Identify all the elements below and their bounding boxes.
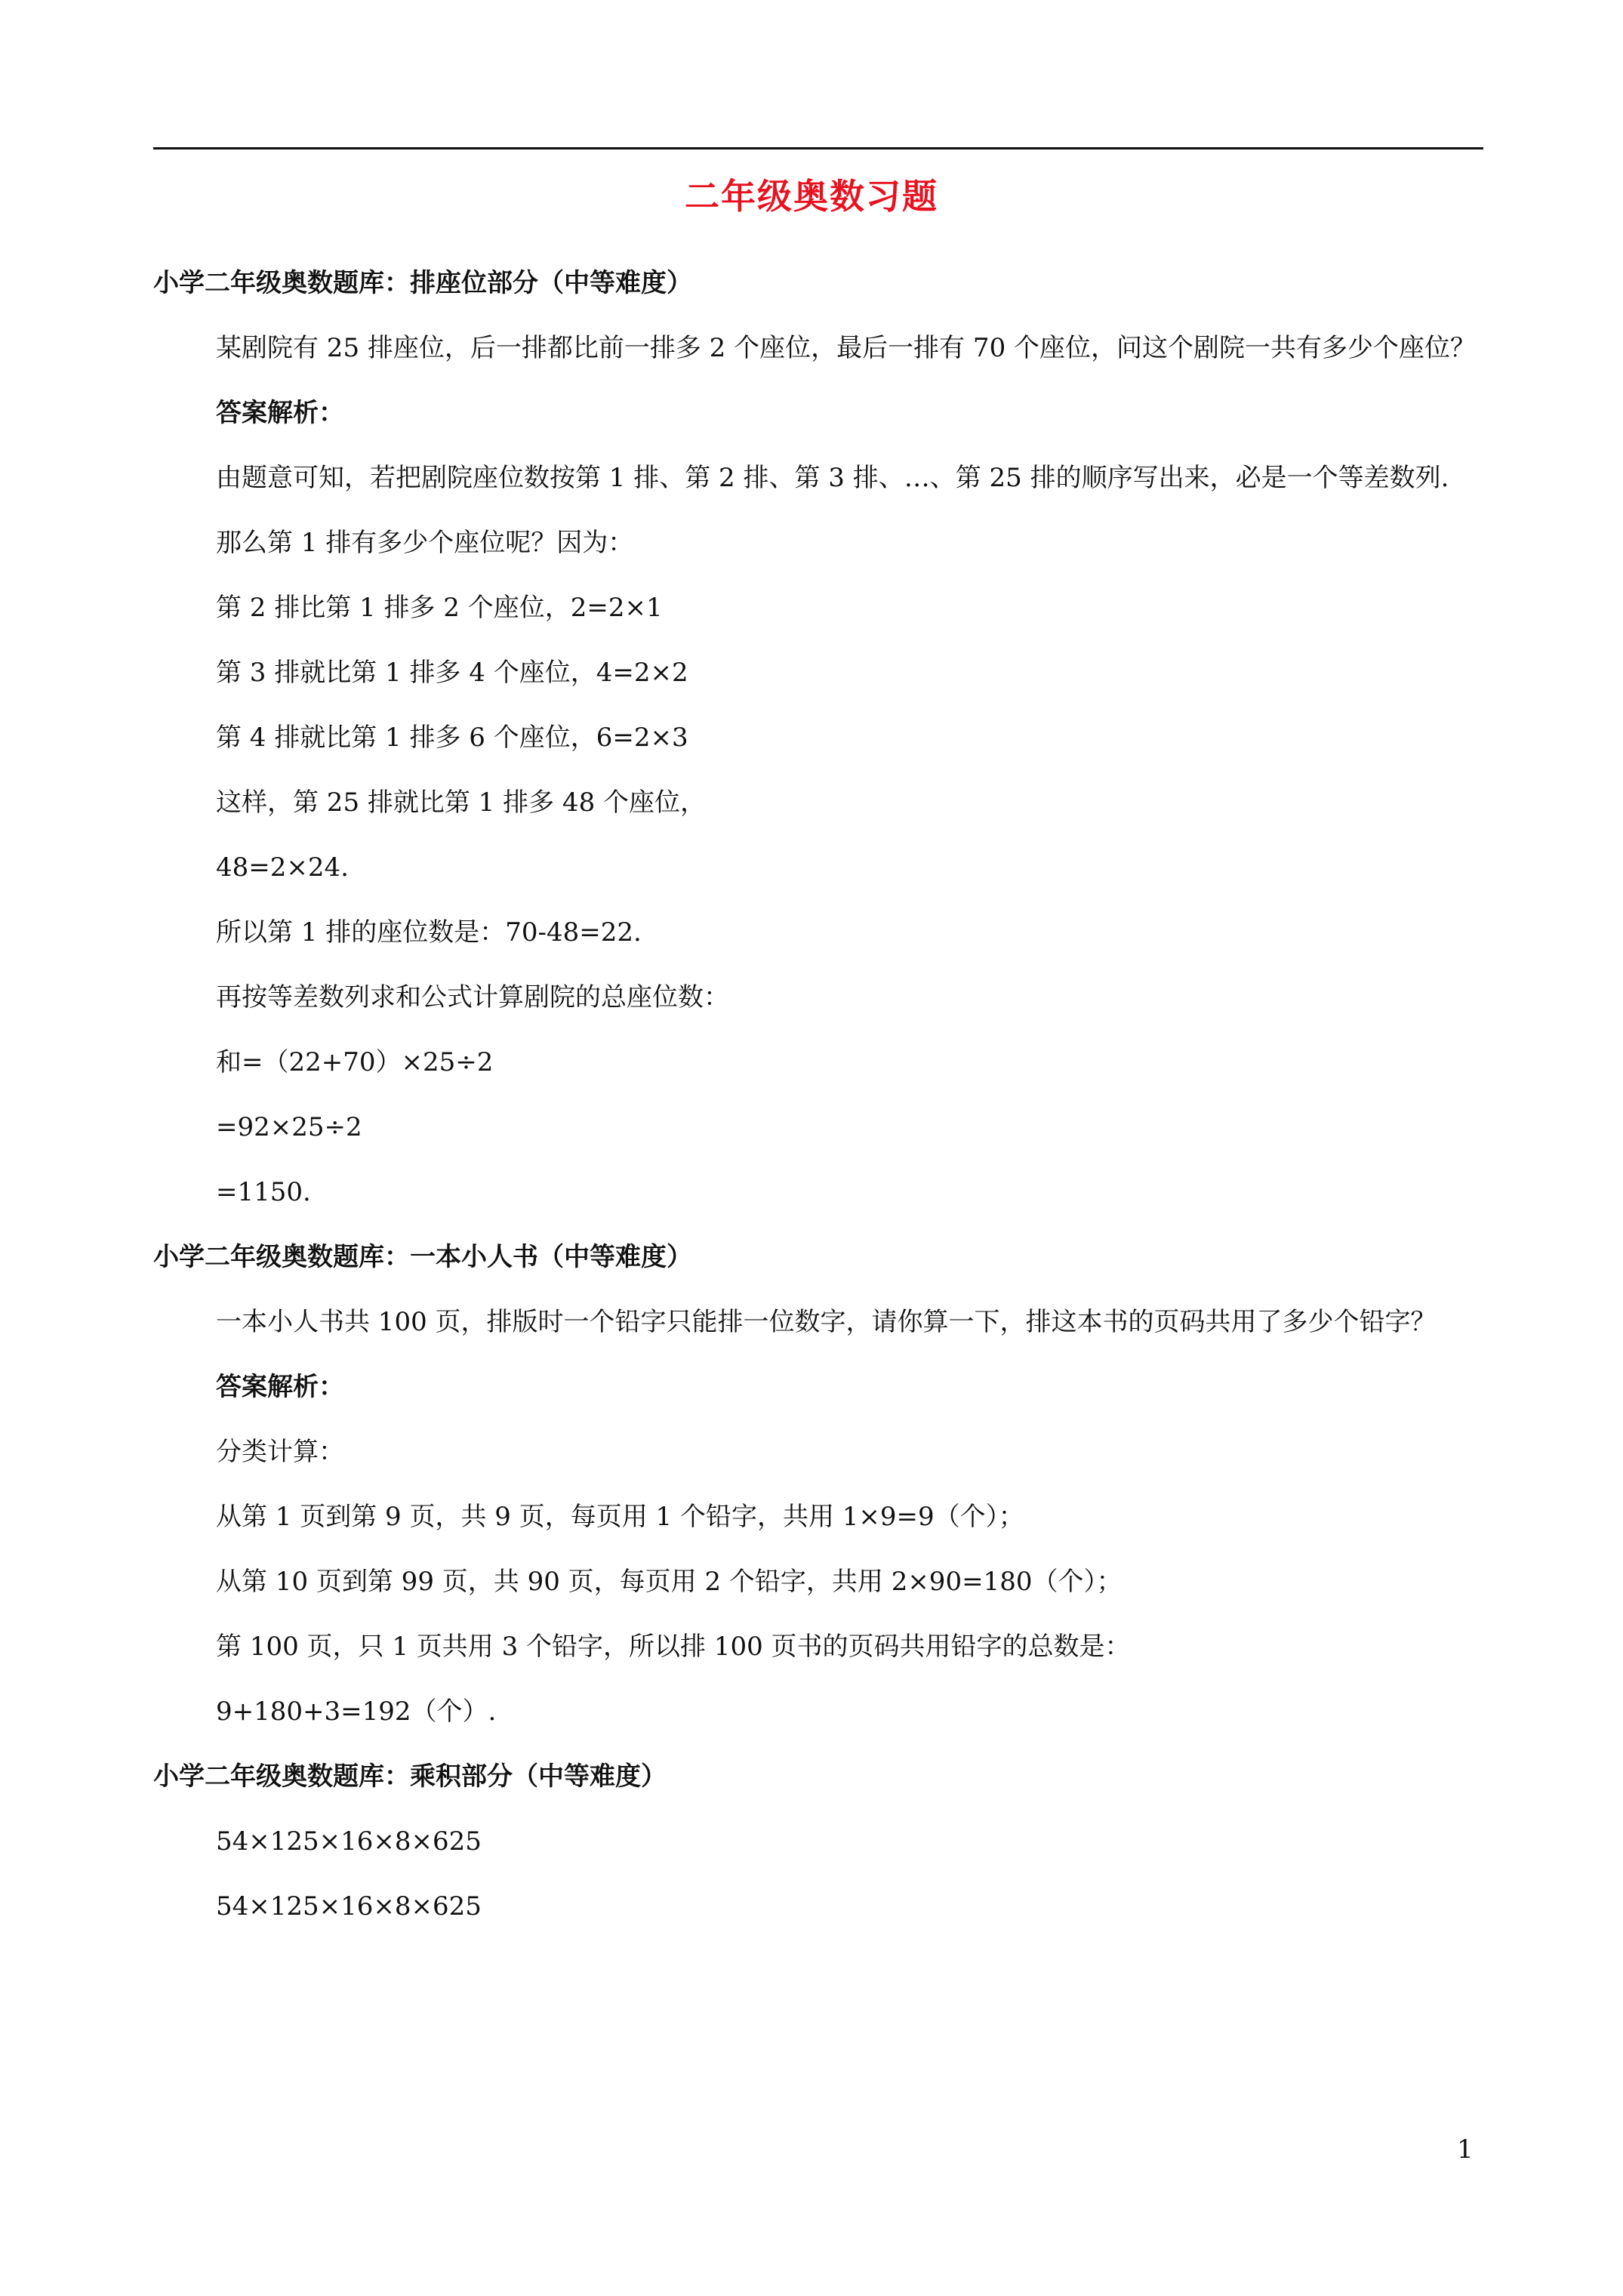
- section-heading: 小学二年级奥数题库：排座位部分（中等难度）: [153, 268, 692, 298]
- answer-line: 分类计算：: [216, 1437, 344, 1467]
- answer-line: 那么第 1 排有多少个座位呢？因为：: [216, 528, 634, 558]
- answer-line: 第 100 页，只 1 页共用 3 个铅字，所以排 100 页书的页码共用铅字的总数是：: [216, 1632, 1131, 1662]
- question-paragraph: 某剧院有 25 排座位，后一排都比前一排多 2 个座位，最后一排有 70 个座位，问这个剧院一共有多少个座位？: [216, 333, 1477, 363]
- answer-line: 从第 10 页到第 99 页，共 90 页，每页用 2 个铅字，共用 2×90=180（个）；: [216, 1567, 1123, 1597]
- answer-label: 答案解析：: [216, 1372, 344, 1402]
- section-heading: 小学二年级奥数题库：乘积部分（中等难度）: [153, 1761, 667, 1792]
- section-heading: 小学二年级奥数题库：一本小人书（中等难度）: [153, 1242, 692, 1272]
- answer-line: 第 3 排就比第 1 排多 4 个座位，4=2×2: [216, 658, 688, 688]
- answer-label: 答案解析：: [216, 398, 344, 428]
- answer-line: 从第 1 页到第 9 页，共 9 页，每页用 1 个铅字，共用 1×9=9（个）；: [216, 1502, 1024, 1532]
- answer-line: 第 4 排就比第 1 排多 6 个座位，6=2×3: [216, 723, 688, 753]
- answer-line: 和=（22+70）×25÷2: [216, 1047, 494, 1077]
- answer-line: 再按等差数列求和公式计算剧院的总座位数：: [216, 982, 729, 1012]
- answer-line: 9+180+3=192（个）.: [216, 1697, 497, 1727]
- answer-paragraph: 由题意可知，若把剧院座位数按第 1 排、第 2 排、第 3 排、…、第 25 排的顺序写出来，必是一个等差数列.: [216, 463, 1449, 493]
- answer-line: 所以第 1 排的座位数是：70-48=22.: [216, 917, 642, 948]
- document-title: 二年级奥数习题: [685, 176, 938, 217]
- answer-line: 48=2×24.: [216, 852, 349, 883]
- header-rule: [153, 147, 1483, 149]
- answer-line: 这样，第 25 排就比第 1 排多 48 个座位，: [216, 787, 707, 818]
- expression-line: 54×125×16×8×625: [216, 1826, 482, 1857]
- answer-line: 第 2 排比第 1 排多 2 个座位，2=2×1: [216, 593, 663, 623]
- answer-line: =92×25÷2: [216, 1112, 362, 1142]
- answer-line: =1150.: [216, 1177, 311, 1207]
- document-body: [153, 251, 1483, 1939]
- expression-line: 54×125×16×8×625: [216, 1891, 482, 1922]
- question-paragraph: 一本小人书共 100 页，排版时一个铅字只能排一位数字，请你算一下，排这本书的页码共用了多少个铅字？: [216, 1307, 1437, 1337]
- page-number: 1: [1457, 2134, 1474, 2165]
